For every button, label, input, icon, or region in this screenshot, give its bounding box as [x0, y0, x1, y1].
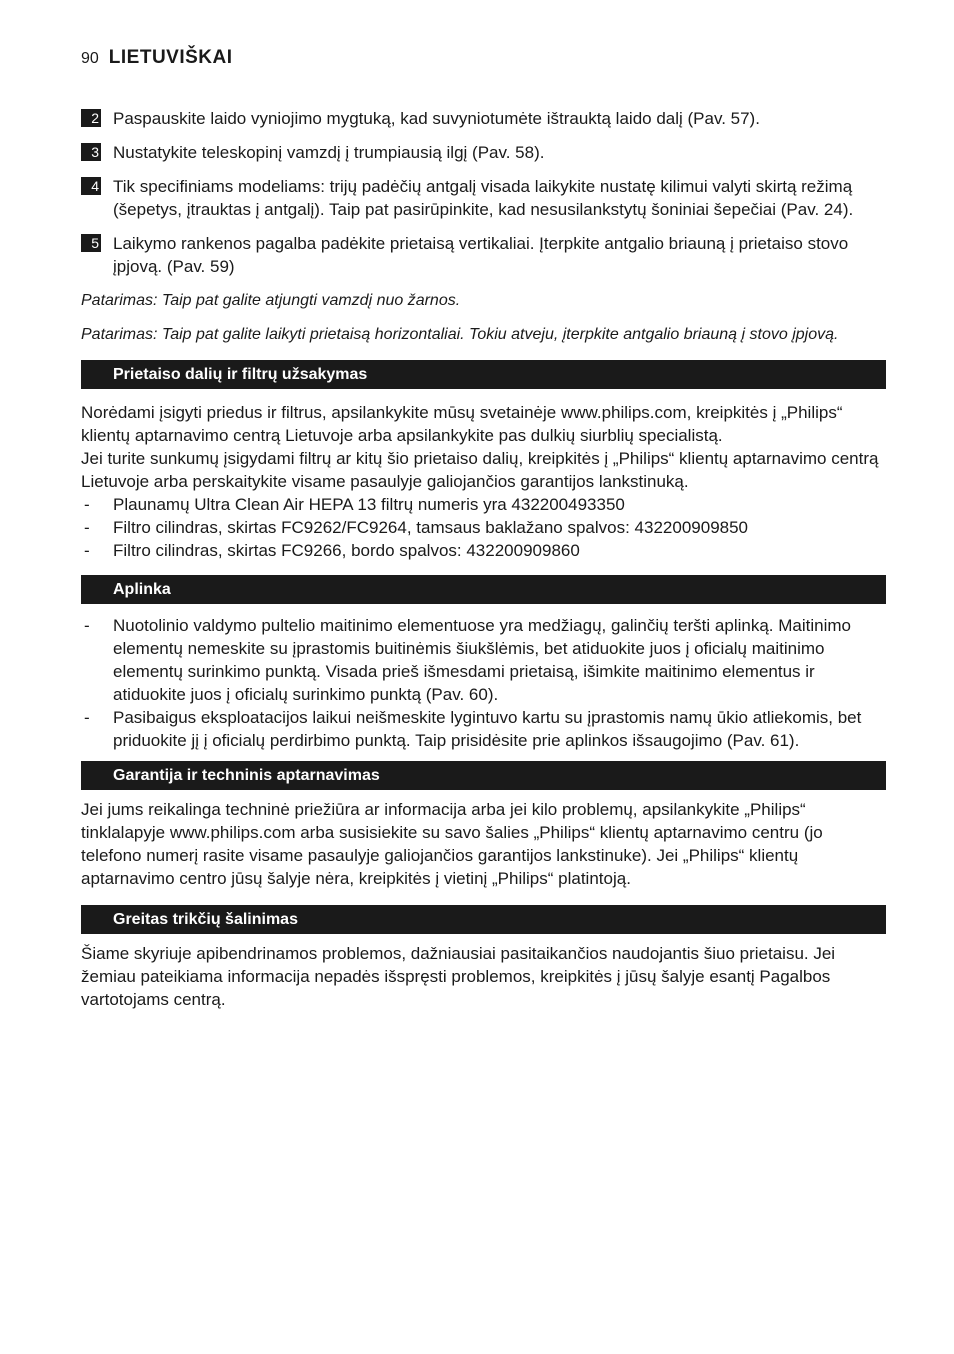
list-item-text: Pasibaigus eksploatacijos laikui neišmeskite lygintuvo kartu su įprastomis namų ūkio atliekomis, bet priduokite jį į oficialų perdirbimo punktą. Taip prisidėsite prie aplinkos išsaugojimo (Pav. 61).	[113, 708, 862, 750]
step-3	[81, 141, 886, 164]
list-item	[81, 539, 886, 562]
section-heading-ordering: Prietaiso dalių ir filtrų užsakymas	[81, 360, 886, 389]
bullet-dash: -	[84, 541, 90, 560]
page-content	[81, 107, 886, 1011]
section-heading-troubleshooting: Greitas trikčių šalinimas	[81, 905, 886, 934]
step-number-badge: 2	[81, 109, 101, 127]
list-item	[81, 614, 886, 706]
ordering-paragraph-2: Jei turite sunkumų įsigydami filtrų ar kitų šio prietaiso dalių, kreipkitės į „Philips“ klientų aptarnavimo centrą Lietuvoje arba perskaitykite visame pasaulyje galiojančios garantijos lankstinuką.	[81, 449, 879, 491]
list-item-text: Plaunamų Ultra Clean Air HEPA 13 filtrų numeris yra 432200493350	[113, 495, 625, 514]
step-text: Paspauskite laido vyniojimo mygtuką, kad suvyniotumėte ištrauktą laido dalį (Pav. 57).	[113, 109, 760, 128]
list-item	[81, 706, 886, 752]
philips-website-link[interactable]: www.philips.com	[169, 823, 296, 842]
troubleshooting-paragraph: Šiame skyriuje apibendrinamos problemos, dažniausiai pasitaikančios naudojantis šiuo prietaisu. Jei žemiau pateikiama informacija nepadės išspręsti problemos, kreipkitės į jūsų šalyje esantį Pagalbos vartotojams centrą.	[81, 944, 836, 1009]
tip-1: Patarimas: Taip pat galite atjungti vamzdį nuo žarnos.	[81, 292, 461, 309]
ordering-paragraph-1: Norėdami įsigyti priedus ir filtrus, apsilankykite mūsų svetainėje www.philips.com, kreipkitės į „Philips“ klientų aptarnavimo centrą Lietuvoje arba apsilankykite pas dulkių siurblių specialistą.	[81, 403, 843, 445]
page-number: 90	[81, 50, 99, 67]
section-heading-environment: Aplinka	[81, 575, 886, 604]
step-5	[81, 232, 886, 278]
step-2	[81, 107, 886, 130]
step-number-badge: 5	[81, 234, 101, 252]
bullet-dash: -	[84, 518, 90, 537]
step-number-badge: 4	[81, 177, 101, 195]
step-text: Tik specifiniams modeliams: trijų padėčių antgalį visada laikykite nustatę kilimui valyti skirtą režimą (šepetys, įtrauktas į antgalį). Taip pat pasirūpinkite, kad nesusilankstytų šoniniai šepečiai (Pav. 24).	[113, 177, 854, 219]
warranty-text-before: Jei jums reikalinga techninė priežiūra ar informacija arba jei kilo problemų, apsilankykite „Philips“ tinklalapyje	[81, 800, 806, 842]
warranty-text-after: arba susisiekite su savo šalies „Philips“ klientų aptarnavimo centru (jo telefono numerį rasite visame pasaulyje galiojančios garantijos lankstinuke). Jei „Philips“ klientų aptarnavimo centro jūsų šalyje nėra, kreipkitės į vietinį „Philips“ platintoją.	[81, 823, 823, 888]
page-header	[81, 47, 233, 69]
step-number-badge: 3	[81, 143, 101, 161]
bullet-dash: -	[84, 616, 90, 635]
list-item-text: Filtro cilindras, skirtas FC9262/FC9264, tamsaus baklažano spalvos: 432200909850	[113, 518, 749, 537]
step-4	[81, 175, 886, 221]
list-item	[81, 493, 886, 516]
step-text: Laikymo rankenos pagalba padėkite prietaisą vertikaliai. Įterpkite antgalio briauną į prietaiso stovo įpjovą. (Pav. 59)	[113, 234, 849, 276]
bullet-dash: -	[84, 708, 90, 727]
step-text: Nustatykite teleskopinį vamzdį į trumpiausią ilgį (Pav. 58).	[113, 143, 545, 162]
list-item-text: Filtro cilindras, skirtas FC9266, bordo spalvos: 432200909860	[113, 541, 580, 560]
warranty-paragraph	[81, 798, 886, 890]
tip-2: Patarimas: Taip pat galite laikyti prietaisą horizontaliai. Tokiu atveju, įterpkite antgalio briauną į stovo įpjovą.	[81, 326, 839, 343]
bullet-dash: -	[84, 495, 90, 514]
list-item	[81, 516, 886, 539]
page-language-title: LIETUVIŠKAI	[108, 47, 233, 68]
section-heading-warranty: Garantija ir techninis aptarnavimas	[81, 761, 886, 790]
list-item-text: Nuotolinio valdymo pultelio maitinimo elementuose yra medžiagų, galinčių teršti aplinką. Maitinimo elementų nemeskite su įprastomis buitinėmis šiukšlėmis, bet atiduokite juos į oficialų maitinimo elementų surinkimo punktą. Visada prieš išmesdami prietaisą, išimkite maitinimo elementus ir atiduokite juos į oficialų surinkimo punktą (Pav. 60).	[113, 616, 851, 704]
